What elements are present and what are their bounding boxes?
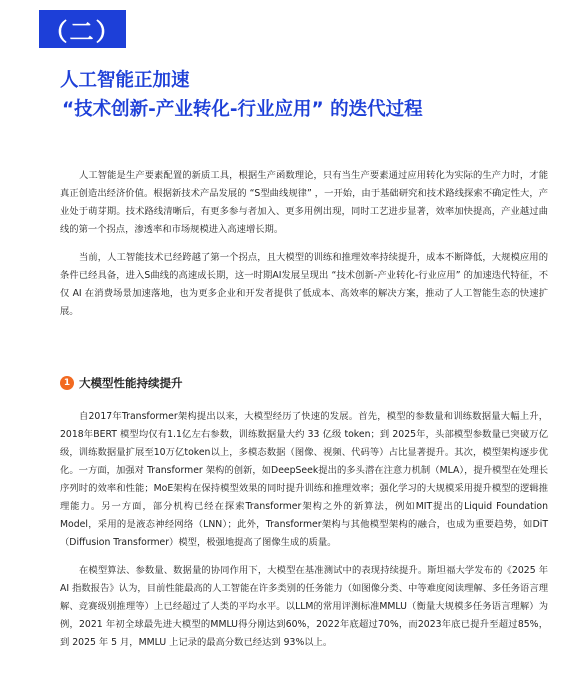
body-paragraph: 自2017年Transformer架构提出以来，大模型经历了快速的发展。首先，模型的参数量和训练数据量大幅上升，2018年BERT 模型均仅有1.1亿左右参数，训练数据量大约 33 亿级 token；到 2025年，头部模型参数量已突破万亿级，训练数据量扩展至10万亿token以上，多模态数据（图像、视频、代码等）占比显著提升。其次，模型架构逐步优化。一方面，加强对 Transformer 架构的创新，如DeepSeek提出的多头潜在注意力机制（MLA），提升模型在处理长序列时的效率和性能；MoE架构在保持模型效果的同时提升训练和推理效率；强化学习的大规模采用提升模型的逻辑推理能力。另一方面，部分机构已经在探索Transformer架构之外的新算法，例如MIT提出的Liquid Foundation Model，采用的是液态神经网络（LNN）；此外，Transformer架构与其他模型架构的融合，也成为重要趋势，如DiT（Diffusion Transformer）模型，极强地提高了图像生成的质量。 — [60, 411, 548, 548]
title-line-2: “技术创新-产业转化-行业应用” 的迭代过程 — [62, 99, 423, 120]
section-number-badge: 1 — [60, 376, 74, 390]
intro-text — [60, 167, 548, 331]
section-heading — [60, 375, 183, 391]
section-body — [60, 408, 548, 662]
title-line-1: 人工智能正加速 — [60, 70, 190, 91]
intro-paragraph: 当前，人工智能技术已经跨越了第一个拐点，且大模型的训练和推理效率持续提升，成本不断降低，大规模应用的条件已经具备，进入S曲线的高速成长期，这一时期AI发展呈现出 “技术创新-产业转化-行业应用” 的加速迭代特征，不仅 AI 在消费场景加速落地，也为更多企业和开发者提供了低成本、高效率的解决方案，推动了人工智能生态的快速扩展。 — [60, 252, 548, 317]
section-title: 大模型性能持续提升 — [79, 376, 183, 390]
section-badge: （二） — [39, 10, 126, 48]
page-title — [60, 66, 423, 124]
body-paragraph: 在模型算法、参数量、数据量的协同作用下，大模型在基准测试中的表现持续提升。斯坦福大学发布的《2025 年 AI 指数报告》认为，目前性能最高的人工智能在许多类别的任务能力（如图像分类、中等难度阅读理解、多任务语言理解、竞赛级别推理等）上已经超过了人类的平均水平。以LLM的常用评测标准MMLU（衡量大规模多任务语言理解）为例，2021 年初全球最先进大模型的MMLU得分刚达到60%，2022年底超过70%，而2023年底已提升至超过85%，到 2025 年 5 月，MMLU 上记录的最高分数已经达到 93%以上。 — [60, 565, 548, 648]
intro-paragraph: 人工智能是生产要素配置的新质工具，根据生产函数理论，只有当生产要素通过应用转化为实际的生产力时，才能真正创造出经济价值。根据新技术产品发展的 “S型曲线规律” ，一开始，由于基础研究和技术路线探索不确定性大，产业处于萌芽期。技术路线清晰后，有更多参与者加入、更多用例出现，同时工艺进步显著，效率加快提高，产业越过曲线的第一个拐点，渗透率和市场规模进入高速增长期。 — [60, 170, 548, 235]
